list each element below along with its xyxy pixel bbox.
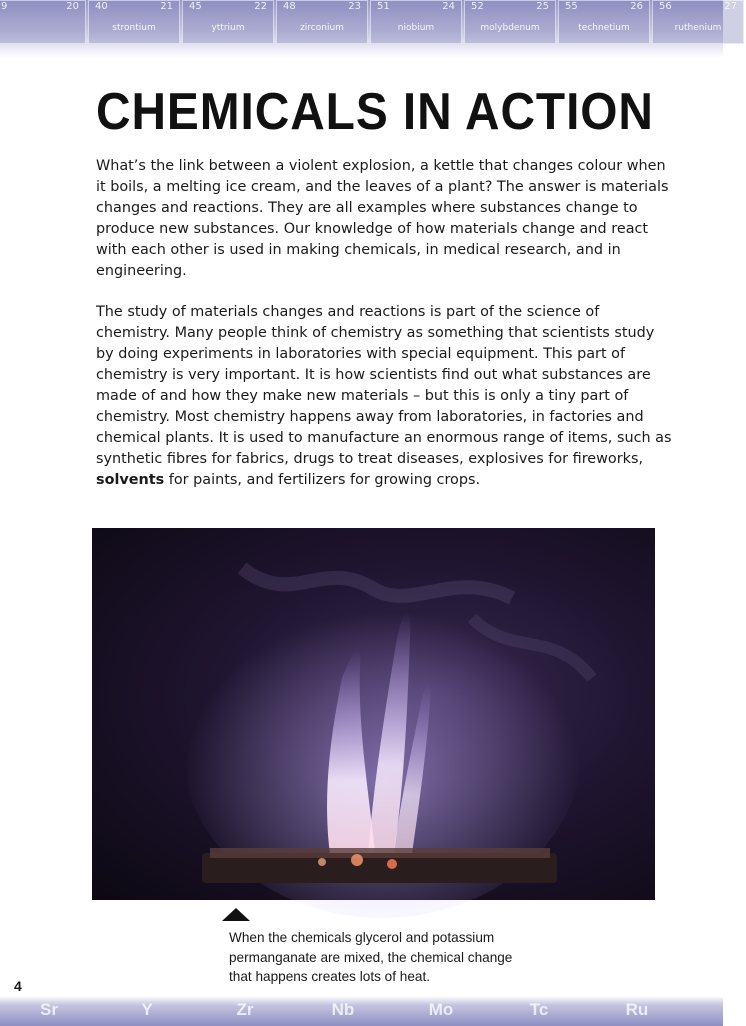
cell-number: 24 — [442, 1, 455, 12]
element-cell — [370, 0, 462, 44]
element-name: technetium — [578, 23, 630, 33]
cell-number: 22 — [254, 1, 267, 12]
element-name: strontium — [112, 23, 156, 33]
element-symbol: Ru — [625, 1000, 649, 1019]
cell-number: 27 — [724, 1, 737, 12]
element-symbol: Nb — [331, 1000, 355, 1019]
cell-number: 20 — [66, 1, 79, 12]
element-cell — [464, 0, 556, 44]
element-name: ruthenium — [674, 23, 722, 33]
element-cell — [276, 0, 368, 44]
cell-number: 40 — [95, 1, 108, 12]
paragraph-text: for paints, and fertilizers for growing crops. — [164, 472, 481, 488]
element-cell — [88, 0, 180, 44]
paragraph-text: The study of materials changes and reactions is part of the science of chemistry. Many people think of chemistry as something that scientists study by doing experiments in laboratories with special equipment. This part of chemistry is very important. It is how scientists find out what substances are made of and how they make new materials – but this is only a tiny part of chemistry. Most chemistry happens away from laboratories, in factories and chemical plants. It is used to manufacture an enormous range of items, such as synthetic fibres for fabrics, drugs to treat diseases, explosives for fireworks, — [96, 304, 672, 467]
cell-number: 52 — [471, 1, 484, 12]
element-name: zirconium — [300, 23, 344, 33]
element-symbol: Tc — [529, 1000, 549, 1019]
element-cell — [0, 0, 86, 44]
caption-pointer-icon — [222, 908, 250, 921]
element-cell — [652, 0, 744, 44]
header-cell-row — [0, 0, 746, 46]
page-title: CHEMICALS IN ACTION — [96, 83, 654, 141]
element-symbol: Y — [141, 1000, 153, 1019]
element-symbol: Sr — [40, 1000, 58, 1019]
cell-number: 56 — [659, 1, 672, 12]
cell-number: 25 — [536, 1, 549, 12]
cell-number: 48 — [283, 1, 296, 12]
cell-number: 26 — [630, 1, 643, 12]
element-cell — [558, 0, 650, 44]
page-number: 4 — [14, 978, 22, 994]
footer-symbol-row — [0, 1000, 686, 1020]
cell-number: 9 — [1, 1, 8, 12]
periodic-table-header-band — [0, 0, 737, 58]
element-symbol: Mo — [428, 1000, 454, 1019]
cell-number: 55 — [565, 1, 578, 12]
intro-paragraph: What’s the link between a violent explosion, a kettle that changes colour when it boils, a melting ice cream, and the leaves of a plant? The answer is materials changes and reactions. They are all examples where substances change to produce new substances. Our knowledge of how materials change and react with each other is used in making chemicals, in medical research, and in engineering. — [96, 158, 669, 279]
reaction-photo — [92, 528, 655, 900]
element-name: yttrium — [211, 23, 245, 33]
glossary-term-solvents: solvents — [96, 472, 165, 488]
cell-number: 23 — [348, 1, 361, 12]
cell-number: 51 — [377, 1, 390, 12]
element-name: molybdenum — [480, 23, 540, 33]
cell-number: 21 — [160, 1, 173, 12]
element-cell — [182, 0, 274, 44]
chemistry-paragraph — [96, 302, 676, 491]
flame-illustration — [92, 528, 655, 900]
periodic-table-footer-band — [0, 996, 723, 1026]
element-symbol: Zr — [236, 1000, 254, 1019]
cell-number: 45 — [189, 1, 202, 12]
photo-caption: When the chemicals glycerol and potassium permanganate are mixed, the chemical change that happens creates lots of heat. — [229, 930, 513, 984]
element-name: niobium — [397, 23, 435, 33]
